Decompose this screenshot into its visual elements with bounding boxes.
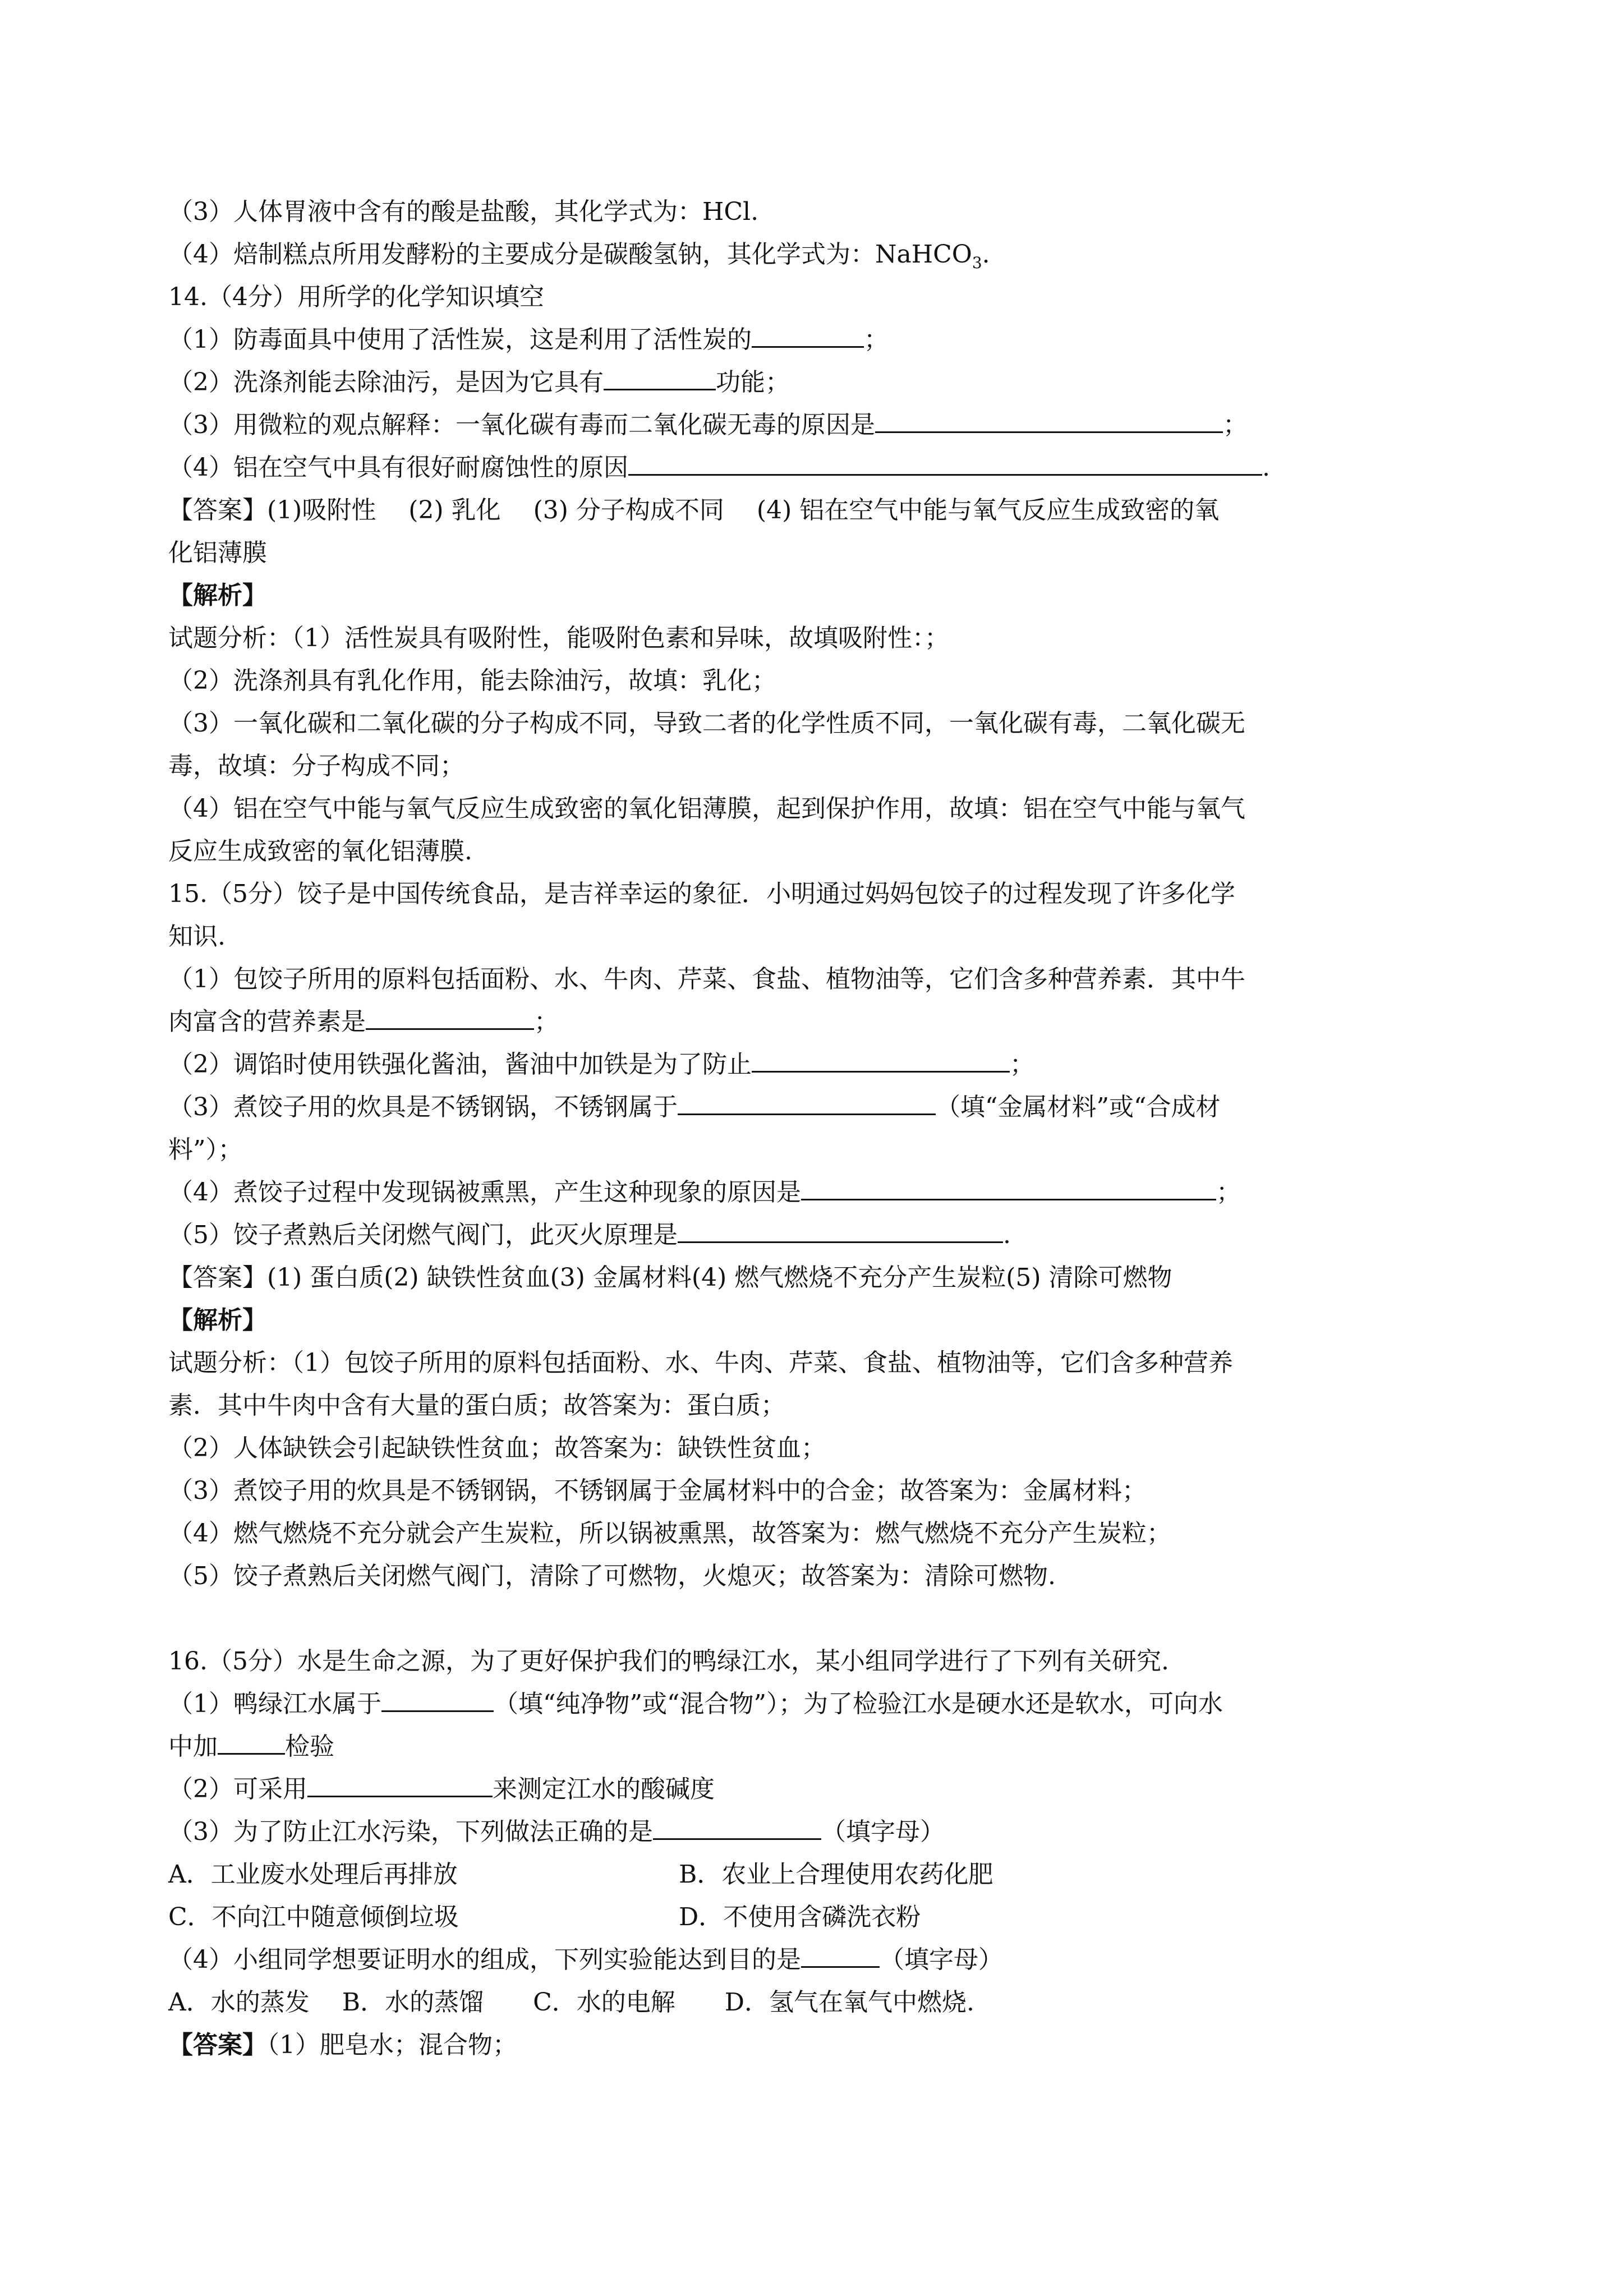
answer-blank[interactable] (307, 1769, 493, 1797)
question-line: （4）铝在空气中具有很好耐腐蚀性的原因 . (168, 447, 1459, 489)
question-14-heading: 14.（4分）用所学的化学知识填空 (168, 283, 544, 311)
analysis-line: 试题分析：（1）包饺子所用的原料包括面粉、水、牛肉、芹菜、食盐、植物油等，它们含多种营养 (168, 1349, 1233, 1377)
question-line: （4）小组同学想要证明水的组成，下列实验能达到目的是 （填字母） (168, 1939, 1459, 1981)
question-line: （1）包饺子所用的原料包括面粉、水、牛肉、芹菜、食盐、植物油等，它们含多种营养素．其中牛 (168, 965, 1245, 993)
answer-blank[interactable] (381, 1683, 494, 1712)
question-line: （3）煮饺子用的炊具是不锈钢锅，不锈钢属于 （填“金属材料”或“合成材 (168, 1086, 1459, 1129)
answer-blank[interactable] (801, 1172, 1216, 1200)
analysis-line: （4）燃气燃烧不充分就会产生炭粒，所以锅被熏黑，故答案为：燃气燃烧不充分产生炭粒； (168, 1519, 1171, 1548)
analysis-line: （2）洗涤剂具有乳化作用，能去除油污，故填：乳化； (168, 666, 776, 695)
answer-blank[interactable] (875, 404, 1223, 433)
answer-blank[interactable] (653, 1811, 821, 1840)
analysis-heading: 【解析】 (168, 581, 267, 610)
answer-blank[interactable] (801, 1939, 880, 1968)
question-line: （2）洗涤剂能去除油污，是因为它具有 功能； (168, 361, 1459, 404)
text-line: （4）焙制糕点所用发酵粉的主要成分是碳酸氢钠，其化学式为：NaHCO$_3$. (168, 240, 990, 272)
answer-blank[interactable] (752, 319, 864, 348)
answer-line: 【答案】(1) 蛋白质(2) 缺铁性贫血(3) 金属材料(4) 燃气燃烧不充分产生炭粒(5) 清除可燃物 (168, 1263, 1172, 1292)
question-line: （3）为了防止江水污染，下列做法正确的是 （填字母） (168, 1811, 1459, 1853)
analysis-line: 毒，故填：分子构成不同； (168, 752, 464, 780)
analysis-line: （5）饺子煮熟后关闭燃气阀门，清除了可燃物，火熄灭；故答案为：清除可燃物. (168, 1562, 1056, 1590)
answer-blank[interactable] (678, 1087, 936, 1115)
analysis-line: 试题分析：（1）活性炭具有吸附性，能吸附色素和异味，故填吸附性：； (168, 624, 949, 652)
answer-blank[interactable] (366, 1001, 534, 1030)
answer-blank[interactable] (218, 1726, 285, 1755)
question-line: （3）用微粒的观点解释：一氧化碳有毒而二氧化碳无毒的原因是 ； (168, 404, 1459, 447)
answer-blank[interactable] (678, 1214, 1003, 1243)
answer-line: 【答案】（1）肥皂水；混合物； (168, 2031, 517, 2059)
question-15-heading: 15.（5分）饺子是中国传统食品，是吉祥幸运的象征．小明通过妈妈包饺子的过程发现了许多化学 (168, 880, 1235, 908)
question-line: 料”）； (168, 1135, 243, 1164)
question-line: （4）煮饺子过程中发现锅被熏黑，产生这种现象的原因是 ； (168, 1171, 1459, 1214)
answer-blank[interactable] (628, 447, 1262, 476)
question-line: 中加 检验 (168, 1726, 1459, 1768)
question-line: 知识. (168, 922, 226, 951)
question-line: （1）防毒面具中使用了活性炭，这是利用了活性炭的 ； (168, 319, 1459, 361)
question-line: 肉富含的营养素是 ； (168, 1001, 1459, 1043)
analysis-line: （3）煮饺子用的炊具是不锈钢锅，不锈钢属于金属材料中的合金；故答案为：金属材料； (168, 1476, 1147, 1505)
analysis-line: （2）人体缺铁会引起缺铁性贫血；故答案为：缺铁性贫血； (168, 1434, 826, 1462)
analysis-line: （4）铝在空气中能与氧气反应生成致密的氧化铝薄膜，起到保护作用，故填：铝在空气中能与氧气 (168, 794, 1245, 823)
answer-line: 化铝薄膜 (168, 539, 267, 567)
answer-blank[interactable] (752, 1044, 1010, 1073)
option-row (168, 1853, 1459, 1896)
analysis-line: 素．其中牛肉中含有大量的蛋白质；故答案为：蛋白质； (168, 1391, 785, 1420)
document-page (168, 191, 1459, 2067)
question-line: （5）饺子煮熟后关闭燃气阀门，此灭火原理是 . (168, 1214, 1459, 1257)
option-row (168, 1896, 1459, 1939)
analysis-heading: 【解析】 (168, 1306, 267, 1335)
question-line: （1）鸭绿江水属于 （填“纯净物”或“混合物”）；为了检验江水是硬水还是软水，可向水 (168, 1683, 1459, 1726)
answer-blank[interactable] (604, 362, 716, 390)
question-line: （2）可采用 来测定江水的酸碱度 (168, 1768, 1459, 1811)
analysis-line: （3）一氧化碳和二氧化碳的分子构成不同，导致二者的化学性质不同，一氧化碳有毒，二氧化碳无 (168, 709, 1245, 738)
analysis-line: 反应生成致密的氧化铝薄膜. (168, 837, 472, 866)
option-a: A．工业废水处理后再排放 (168, 1860, 458, 1889)
spacer (168, 1598, 1459, 1640)
option-c: C．不向江中随意倾倒垃圾 (168, 1903, 459, 1931)
option-b: B．农业上合理使用农药化肥 (679, 1860, 993, 1889)
question-16-heading: 16.（5分）水是生命之源，为了更好保护我们的鸭绿江水，某小组同学进行了下列有关研究. (168, 1647, 1169, 1676)
text-line: （3）人体胃液中含有的酸是盐酸，其化学式为：HCl. (168, 197, 759, 226)
option-row: A．水的蒸发 B．水的蒸馏 C．水的电解 D．氢气在氧气中燃烧. (168, 1988, 975, 2017)
question-line: （2）调馅时使用铁强化酱油，酱油中加铁是为了防止 ； (168, 1043, 1459, 1086)
answer-line: 【答案】(1)吸附性 (2) 乳化 (3) 分子构成不同 (4) 铝在空气中能与氧气反应生成致密的氧 (168, 496, 1220, 524)
option-d: D．不使用含磷洗衣粉 (679, 1903, 921, 1931)
